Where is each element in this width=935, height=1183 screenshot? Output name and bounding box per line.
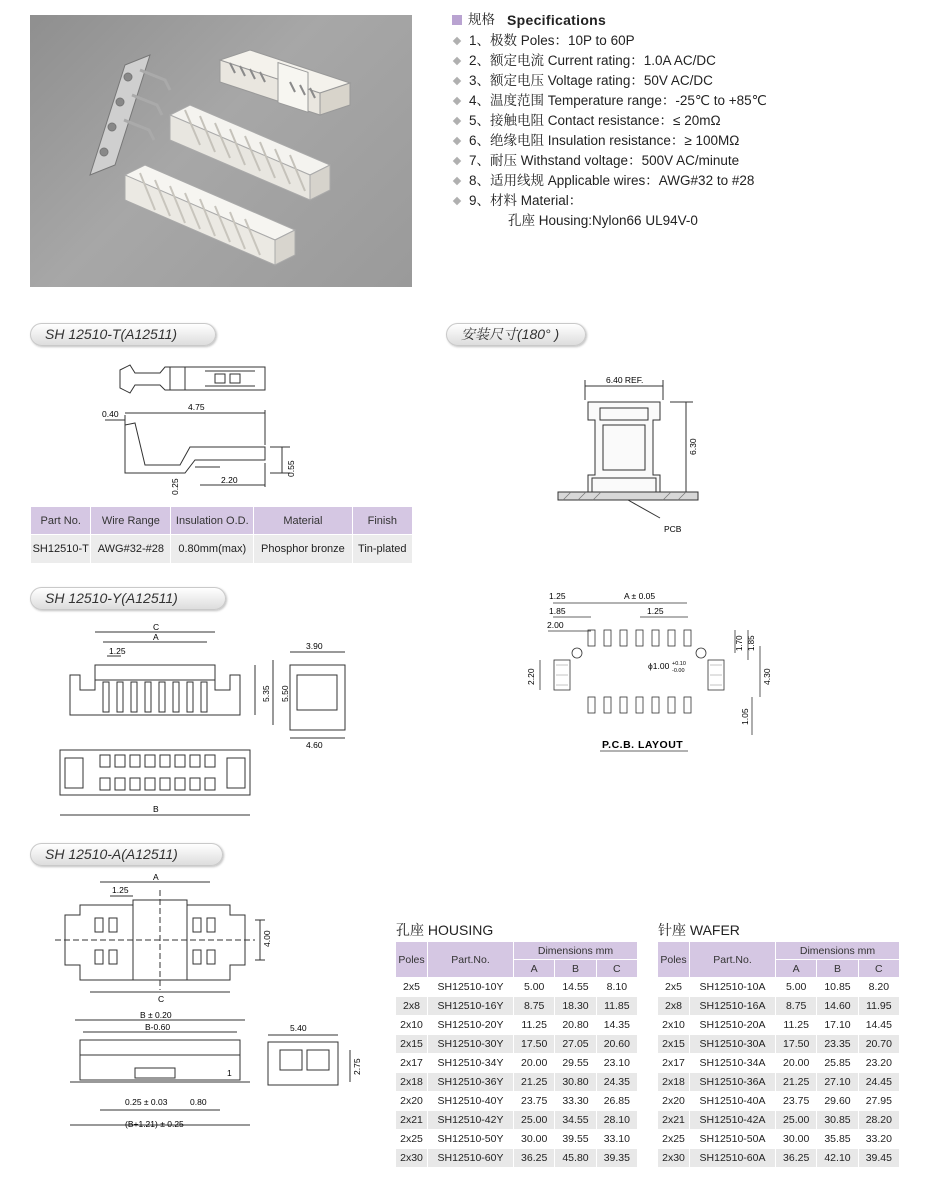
- spec-text: 6、绝缘电阻 Insulation resistance：≥ 100MΩ: [469, 133, 740, 148]
- dim-label: 1.85: [747, 635, 756, 651]
- table-cell: 27.05: [555, 1035, 596, 1054]
- table-cell: 21.25: [776, 1073, 817, 1092]
- table-cell: 30.80: [555, 1073, 596, 1092]
- housing-table-body: [396, 978, 638, 1168]
- table-header: Insulation O.D.: [171, 507, 254, 535]
- table-header: B: [817, 960, 858, 978]
- dim-label: 0.55: [286, 460, 296, 477]
- dim-label: 2.00: [547, 620, 564, 630]
- dim-label: 1.25: [112, 885, 129, 895]
- spec-item: [452, 111, 922, 131]
- table-cell: 2x25: [396, 1130, 428, 1149]
- diamond-bullet-icon: [453, 177, 461, 185]
- table-cell: 11.95: [858, 997, 899, 1016]
- housing-table: [395, 941, 638, 1168]
- table-cell: 14.60: [817, 997, 858, 1016]
- table-row: [396, 978, 638, 997]
- spec-text: 8、适用线规 Applicable wires：AWG#32 to #28: [469, 173, 755, 188]
- table-cell: 2x15: [396, 1035, 428, 1054]
- spec-text: 9、材料 Material：: [469, 193, 583, 208]
- table-cell: SH12510-42Y: [428, 1111, 514, 1130]
- diamond-bullet-icon: [453, 97, 461, 105]
- table-cell: 2x15: [658, 1035, 690, 1054]
- table-row: [658, 1035, 900, 1054]
- table-header: C: [858, 960, 899, 978]
- table-cell: 17.50: [776, 1035, 817, 1054]
- table-cell: 8.20: [858, 978, 899, 997]
- dim-label: +0.10: [672, 661, 686, 667]
- table-cell: 29.55: [555, 1054, 596, 1073]
- table-cell: SH12510-16Y: [428, 997, 514, 1016]
- dim-label: C: [158, 994, 165, 1004]
- table-cell: 34.55: [555, 1111, 596, 1130]
- dim-label: 5.40: [290, 1023, 307, 1033]
- table-cell: 17.50: [514, 1035, 555, 1054]
- table-cell: 28.10: [596, 1111, 637, 1130]
- specifications: [452, 10, 922, 231]
- spec-text: 7、耐压 Withstand voltage：500V AC/minute: [469, 153, 740, 168]
- product-photo: [30, 15, 412, 287]
- table-cell: 0.80mm(max): [171, 535, 254, 564]
- dim-label: B: [153, 804, 159, 814]
- table-cell: SH12510-34Y: [428, 1054, 514, 1073]
- table-cell: SH12510-60A: [690, 1149, 776, 1168]
- table-row: [658, 1111, 900, 1130]
- square-bullet-icon: [452, 15, 462, 25]
- table-cell: 2x10: [658, 1016, 690, 1035]
- table-cell: 8.75: [514, 997, 555, 1016]
- table-cell: 2x25: [658, 1130, 690, 1149]
- table-header: Part No.: [31, 507, 91, 535]
- table-cell: 23.20: [858, 1054, 899, 1073]
- table-row: [396, 1073, 638, 1092]
- dim-label: B-0.60: [145, 1022, 171, 1032]
- table-cell: 30.00: [776, 1130, 817, 1149]
- table-cell: 33.20: [858, 1130, 899, 1149]
- dim-label: 0.40: [102, 409, 119, 419]
- table-header: Dimensions mm: [514, 942, 638, 960]
- dim-label: 1.25: [109, 646, 126, 656]
- dim-label: 1.70: [735, 635, 744, 651]
- dim-label: 5.50: [280, 685, 290, 702]
- table-header: Part.No.: [690, 942, 776, 978]
- section-tag-mounting: 安装尺寸(180° ): [446, 323, 586, 346]
- spec-item: [452, 191, 922, 211]
- table-cell: SH12510-40A: [690, 1092, 776, 1111]
- dim-label: A: [153, 632, 159, 642]
- table-cell: 27.10: [817, 1073, 858, 1092]
- table-cell: 2x18: [396, 1073, 428, 1092]
- spec-material: 孔座 Housing:Nylon66 UL94V-0: [508, 213, 698, 228]
- table-cell: 25.85: [817, 1054, 858, 1073]
- table-cell: 21.25: [514, 1073, 555, 1092]
- table-row: [396, 997, 638, 1016]
- spec-item: [452, 91, 922, 111]
- table-row: [396, 1092, 638, 1111]
- dim-label: A ± 0.05: [624, 591, 656, 601]
- dim-label: 1.85: [549, 606, 566, 616]
- mounting-drawing: [548, 370, 718, 535]
- spec-heading: [452, 10, 922, 30]
- table-cell: 23.75: [776, 1092, 817, 1111]
- table-header: Wire Range: [91, 507, 171, 535]
- table-cell: 2x18: [658, 1073, 690, 1092]
- table-cell: 14.35: [596, 1016, 637, 1035]
- table-cell: 11.25: [514, 1016, 555, 1035]
- table-header: B: [555, 960, 596, 978]
- dim-label: 4.75: [188, 402, 205, 412]
- table-cell: 27.95: [858, 1092, 899, 1111]
- diamond-bullet-icon: [453, 37, 461, 45]
- table-cell: 11.85: [596, 997, 637, 1016]
- spec-text: 5、接触电阻 Contact resistance：≤ 20mΩ: [469, 113, 721, 128]
- table-cell: 39.45: [858, 1149, 899, 1168]
- table-cell: SH12510-50Y: [428, 1130, 514, 1149]
- dim-label: 0.25 ± 0.03: [125, 1097, 168, 1107]
- spec-item: [452, 151, 922, 171]
- spec-item: [452, 31, 922, 51]
- table-cell: 36.25: [514, 1149, 555, 1168]
- table-cell: 20.00: [514, 1054, 555, 1073]
- table-cell: SH12510-20A: [690, 1016, 776, 1035]
- dim-label: 6.40 REF.: [606, 375, 644, 385]
- table-cell: 2x10: [396, 1016, 428, 1035]
- table-cell: 26.85: [596, 1092, 637, 1111]
- pcb-label: PCB: [664, 524, 682, 534]
- table-row: [396, 1016, 638, 1035]
- table-header-row: [31, 507, 413, 535]
- housing-y-drawing: [55, 620, 375, 825]
- dim-label: 4.00: [262, 930, 272, 947]
- table-cell: 30.00: [514, 1130, 555, 1149]
- table-cell: SH12510-42A: [690, 1111, 776, 1130]
- table-cell: SH12510-36A: [690, 1073, 776, 1092]
- section-tag-housing-y: SH 12510-Y(A12511): [30, 587, 226, 610]
- dim-label: -0.00: [672, 668, 685, 674]
- table-cell: 25.00: [514, 1111, 555, 1130]
- table-cell: SH12510-34A: [690, 1054, 776, 1073]
- table-cell: 2x5: [396, 978, 428, 997]
- table-row: [658, 1130, 900, 1149]
- table-cell: 2x20: [396, 1092, 428, 1111]
- dim-label: (B+1.21) ± 0.25: [125, 1119, 184, 1129]
- spec-item: [452, 71, 922, 91]
- spec-text: 3、额定电压 Voltage rating：50V AC/DC: [469, 73, 713, 88]
- dim-label: 1.05: [740, 708, 750, 725]
- table-row: [658, 1149, 900, 1168]
- spec-item: [452, 171, 922, 191]
- table-cell: 29.60: [817, 1092, 858, 1111]
- dim-label: 5.35: [261, 685, 271, 702]
- wafer-table: [657, 941, 900, 1168]
- table-cell: SH12510-30Y: [428, 1035, 514, 1054]
- table-cell: 2x21: [396, 1111, 428, 1130]
- table-cell: 36.25: [776, 1149, 817, 1168]
- dim-label: 0.80: [190, 1097, 207, 1107]
- section-tag-housing-a: SH 12510-A(A12511): [30, 843, 223, 866]
- table-cell: 10.85: [817, 978, 858, 997]
- dim-label: B ± 0.20: [140, 1010, 172, 1020]
- table-row: [658, 1016, 900, 1035]
- table-cell: SH12510-10A: [690, 978, 776, 997]
- table-row: [658, 1092, 900, 1111]
- table-cell: 8.10: [596, 978, 637, 997]
- table-cell: 11.25: [776, 1016, 817, 1035]
- table-cell: 5.00: [776, 978, 817, 997]
- table-row: [396, 1130, 638, 1149]
- table-cell: 2x8: [658, 997, 690, 1016]
- table-header: A: [514, 960, 555, 978]
- table-cell: 33.30: [555, 1092, 596, 1111]
- spec-text: 4、温度范围 Temperature range：-25℃ to +85℃: [469, 93, 767, 108]
- pcb-layout-drawing: [520, 585, 790, 760]
- table-cell: 39.35: [596, 1149, 637, 1168]
- table-cell: 35.85: [817, 1130, 858, 1149]
- dim-label: A: [153, 872, 159, 882]
- table-cell: 2x8: [396, 997, 428, 1016]
- table-row: [396, 1035, 638, 1054]
- table-cell: SH12510-50A: [690, 1130, 776, 1149]
- diamond-bullet-icon: [453, 117, 461, 125]
- terminal-strip-image: [90, 55, 170, 175]
- table-header: Poles: [396, 942, 428, 978]
- spec-text: 2、额定电流 Current rating：1.0A AC/DC: [469, 53, 716, 68]
- table-row: [658, 997, 900, 1016]
- table-cell: 14.45: [858, 1016, 899, 1035]
- table-cell: 30.85: [817, 1111, 858, 1130]
- table-cell: 2x5: [658, 978, 690, 997]
- table-cell: 20.60: [596, 1035, 637, 1054]
- dim-label: 3.90: [306, 641, 323, 651]
- table-cell: 23.35: [817, 1035, 858, 1054]
- table-cell: 17.10: [817, 1016, 858, 1035]
- table-cell: 28.20: [858, 1111, 899, 1130]
- wafer-table-title: 针座 WAFER: [658, 922, 740, 938]
- diamond-bullet-icon: [453, 57, 461, 65]
- table-cell: SH12510-36Y: [428, 1073, 514, 1092]
- table-cell: 33.10: [596, 1130, 637, 1149]
- table-header: C: [596, 960, 637, 978]
- dim-label: 2.75: [352, 1058, 362, 1075]
- table-cell: 23.75: [514, 1092, 555, 1111]
- table-cell: SH12510-30A: [690, 1035, 776, 1054]
- table-cell: 2x17: [396, 1054, 428, 1073]
- dim-label: 4.60: [306, 740, 323, 750]
- table-cell: SH12510-40Y: [428, 1092, 514, 1111]
- table-cell: 20.70: [858, 1035, 899, 1054]
- table-cell: 18.30: [555, 997, 596, 1016]
- wafer-table-body: [658, 978, 900, 1168]
- table-cell: 2x30: [396, 1149, 428, 1168]
- spec-title-cn: 规格: [468, 12, 495, 27]
- terminal-drawing: [90, 355, 320, 495]
- dim-label: 1: [227, 1068, 232, 1078]
- dim-label: ϕ1.00: [648, 661, 670, 671]
- table-cell: 25.00: [776, 1111, 817, 1130]
- table-cell: 5.00: [514, 978, 555, 997]
- terminal-table: [30, 506, 413, 564]
- table-cell: 20.00: [776, 1054, 817, 1073]
- dim-label: 2.20: [221, 475, 238, 485]
- table-cell: AWG#32-#28: [91, 535, 171, 564]
- table-cell: 14.55: [555, 978, 596, 997]
- dim-label: 2.20: [526, 668, 536, 685]
- table-cell: 2x20: [658, 1092, 690, 1111]
- table-cell: SH12510-16A: [690, 997, 776, 1016]
- table-cell: 8.75: [776, 997, 817, 1016]
- spec-item: [452, 131, 922, 151]
- table-header: Part.No.: [428, 942, 514, 978]
- table-cell: 2x30: [658, 1149, 690, 1168]
- table-cell: 23.10: [596, 1054, 637, 1073]
- table-header: Material: [254, 507, 352, 535]
- table-cell: Tin-plated: [352, 535, 412, 564]
- wafer-image: [220, 50, 350, 115]
- table-row: [658, 1073, 900, 1092]
- spec-item: [452, 51, 922, 71]
- dim-label: 0.25: [170, 478, 180, 495]
- table-cell: Phosphor bronze: [254, 535, 352, 564]
- housing-table-title: 孔座 HOUSING: [396, 922, 494, 938]
- diamond-bullet-icon: [453, 157, 461, 165]
- spec-text: 1、极数 Poles：10P to 60P: [469, 33, 635, 48]
- table-cell: SH12510-60Y: [428, 1149, 514, 1168]
- table-cell: SH12510-10Y: [428, 978, 514, 997]
- pcb-layout-title: P.C.B. LAYOUT: [602, 739, 684, 751]
- wafer-a-drawing: [55, 870, 375, 1135]
- diamond-bullet-icon: [453, 77, 461, 85]
- spec-title-en: Specifications: [507, 12, 607, 28]
- table-row: [396, 1149, 638, 1168]
- table-row: [658, 978, 900, 997]
- table-header: Poles: [658, 942, 690, 978]
- table-header: Dimensions mm: [776, 942, 900, 960]
- table-row: [31, 535, 413, 564]
- table-cell: 24.35: [596, 1073, 637, 1092]
- diamond-bullet-icon: [453, 197, 461, 205]
- dim-label: 1.25: [647, 606, 664, 616]
- table-cell: SH12510-20Y: [428, 1016, 514, 1035]
- table-cell: 42.10: [817, 1149, 858, 1168]
- table-cell: 20.80: [555, 1016, 596, 1035]
- dim-label: 4.30: [762, 668, 772, 685]
- dim-label: 6.30: [688, 438, 698, 455]
- section-tag-terminal: SH 12510-T(A12511): [30, 323, 216, 346]
- table-header: A: [776, 960, 817, 978]
- dim-label: 1.25: [549, 591, 566, 601]
- table-cell: 2x17: [658, 1054, 690, 1073]
- dim-label: C: [153, 622, 160, 632]
- table-cell: 24.45: [858, 1073, 899, 1092]
- table-row: [396, 1111, 638, 1130]
- table-cell: SH12510-T: [31, 535, 91, 564]
- table-header: Finish: [352, 507, 412, 535]
- table-cell: 2x21: [658, 1111, 690, 1130]
- table-row: [396, 1054, 638, 1073]
- table-row: [658, 1054, 900, 1073]
- table-cell: 39.55: [555, 1130, 596, 1149]
- diamond-bullet-icon: [453, 137, 461, 145]
- table-cell: 45.80: [555, 1149, 596, 1168]
